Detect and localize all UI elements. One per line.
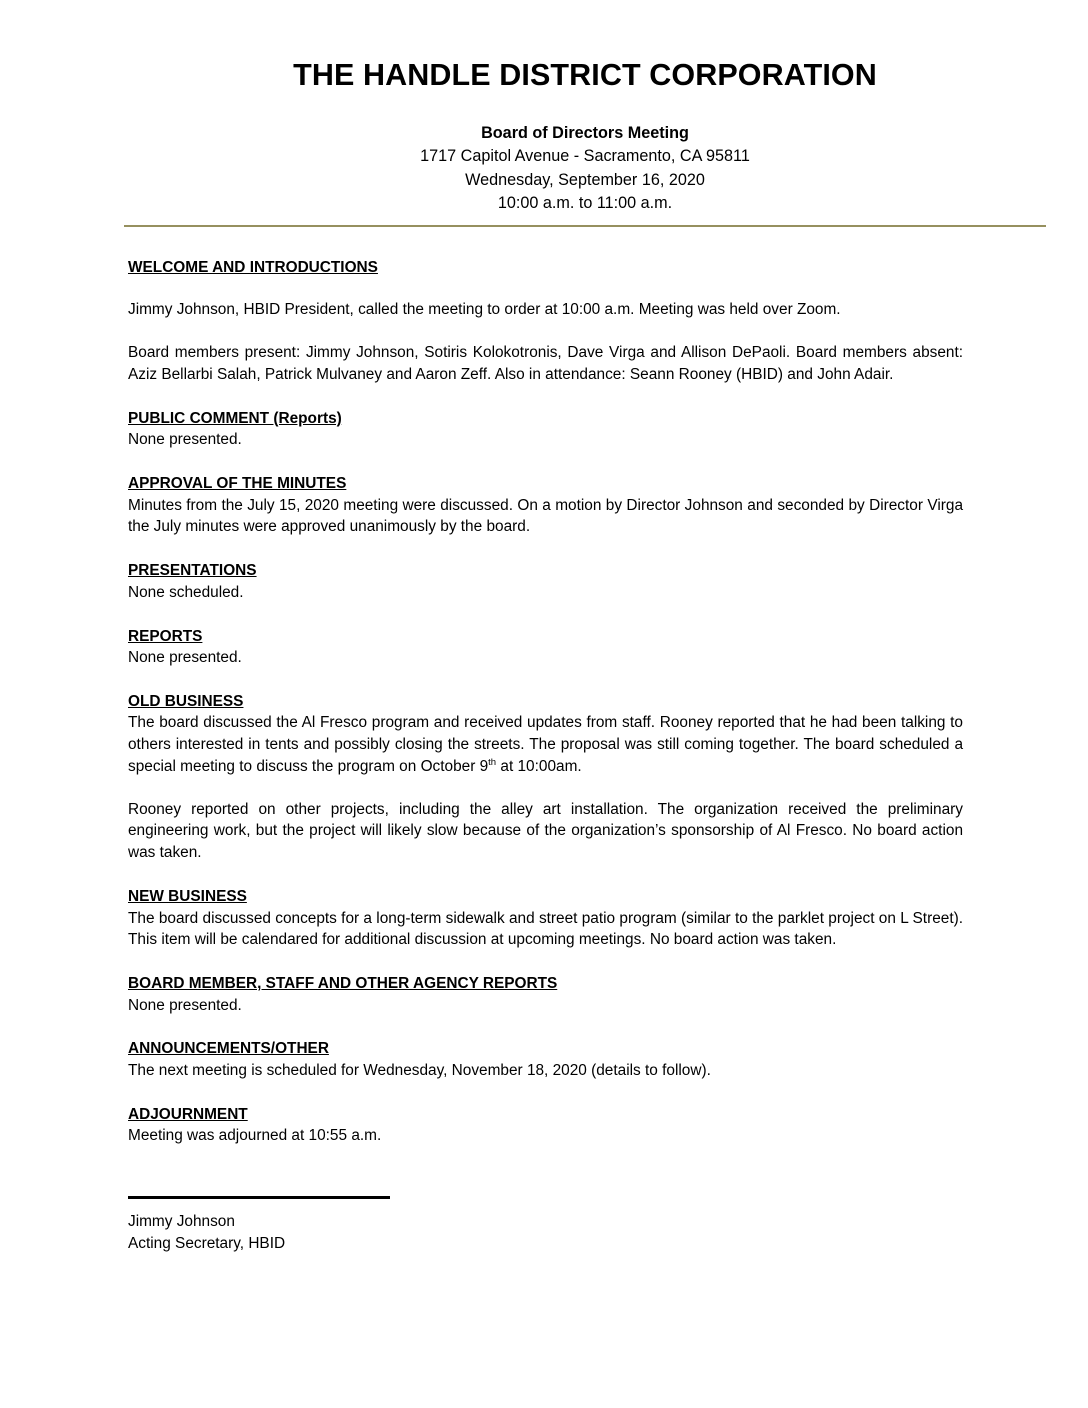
old-business-paragraph-1-text-before: The board discussed the Al Fresco program and received updates from staff. Rooney reported that he had been talking to others interested in tents and possibly closing the streets. The proposal was still coming together. The board scheduled a special meeting to discuss the program on October 9 [128,714,963,775]
page-title: THE HANDLE DISTRICT CORPORATION [293,58,877,92]
section-approval-of-the-minutes [128,474,963,538]
heading-welcome-and-introductions: WELCOME AND INTRODUCTIONS [128,259,378,276]
heading-approval-of-the-minutes: APPROVAL OF THE MINUTES [128,475,347,493]
reports-paragraph-1: None presented. [128,649,242,666]
section-new-business [128,887,963,951]
adjournment-paragraph-1: Meeting was adjourned at 10:55 a.m. [128,1127,382,1145]
heading-public-comment: PUBLIC COMMENT (Reports) [128,409,342,427]
meeting-address: 1717 Capitol Avenue - Sacramento, CA 95811 [420,147,750,166]
section-announcements [128,1039,963,1081]
new-business-paragraph-1: The board discussed concepts for a long-term sidewalk and street patio program (similar to the parklet project on L Street). This item will be calendared for additional discussion at upcoming meetings. No board action was taken. [128,909,963,949]
approval-paragraph-1: Minutes from the July 15, 2020 meeting were discussed. On a motion by Director Johnson and seconded by Director Virga the July minutes were approved unanimously by the board. [128,496,963,536]
signature-line [128,1196,390,1199]
section-welcome-and-introductions [128,258,963,386]
section-reports [128,627,963,669]
heading-old-business: OLD BUSINESS [128,692,244,710]
document-body [128,258,963,1147]
section-presentations [128,561,963,603]
document-header [124,58,1046,216]
section-adjournment [128,1105,963,1147]
heading-new-business: NEW BUSINESS [128,888,247,906]
old-business-paragraph-1 [128,712,963,777]
heading-reports: REPORTS [128,627,203,645]
signature-role: Acting Secretary, HBID [128,1235,286,1253]
agency-reports-paragraph-1: None presented. [128,996,242,1014]
section-old-business [128,692,963,864]
meeting-date: Wednesday, September 16, 2020 [465,170,705,189]
heading-announcements: ANNOUNCEMENTS/OTHER [128,1040,329,1058]
header-divider [124,225,1046,227]
announcements-paragraph-1: The next meeting is scheduled for Wednesday, November 18, 2020 (details to follow). [128,1061,711,1079]
welcome-paragraph-2: Board members present: Jimmy Johnson, Sotiris Kolokotronis, Dave Virga and Allison DePaoli. Board members absent: Aziz Bellarbi Salah, Patrick Mulvaney and Aaron Zeff. Also in attendance: Seann Rooney (HBID) and John Adair. [128,344,963,384]
ordinal-suffix: th [488,756,497,768]
signature-name: Jimmy Johnson [128,1213,235,1230]
old-business-paragraph-1-text-after: at 10:00am. [496,757,582,775]
meeting-type: Board of Directors Meeting [481,123,689,142]
signature-block [128,1196,628,1256]
presentations-paragraph-1: None scheduled. [128,583,244,601]
old-business-paragraph-2: Rooney reported on other projects, including the alley art installation. The organization received the preliminary engineering work, but the project will likely slow because of the organization’s sponsorship of Al Fresco. No board action was taken. [128,800,963,862]
heading-agency-reports: BOARD MEMBER, STAFF AND OTHER AGENCY REPORTS [128,975,558,993]
section-public-comment [128,409,963,451]
heading-presentations: PRESENTATIONS [128,562,257,580]
section-agency-reports [128,974,963,1016]
public-comment-paragraph-1: None presented. [128,431,242,449]
meeting-time: 10:00 a.m. to 11:00 a.m. [497,194,673,213]
welcome-paragraph-1: Jimmy Johnson, HBID President, called the meeting to order at 10:00 a.m. Meeting was held over Zoom. [128,301,841,319]
heading-adjournment: ADJOURNMENT [128,1105,248,1123]
